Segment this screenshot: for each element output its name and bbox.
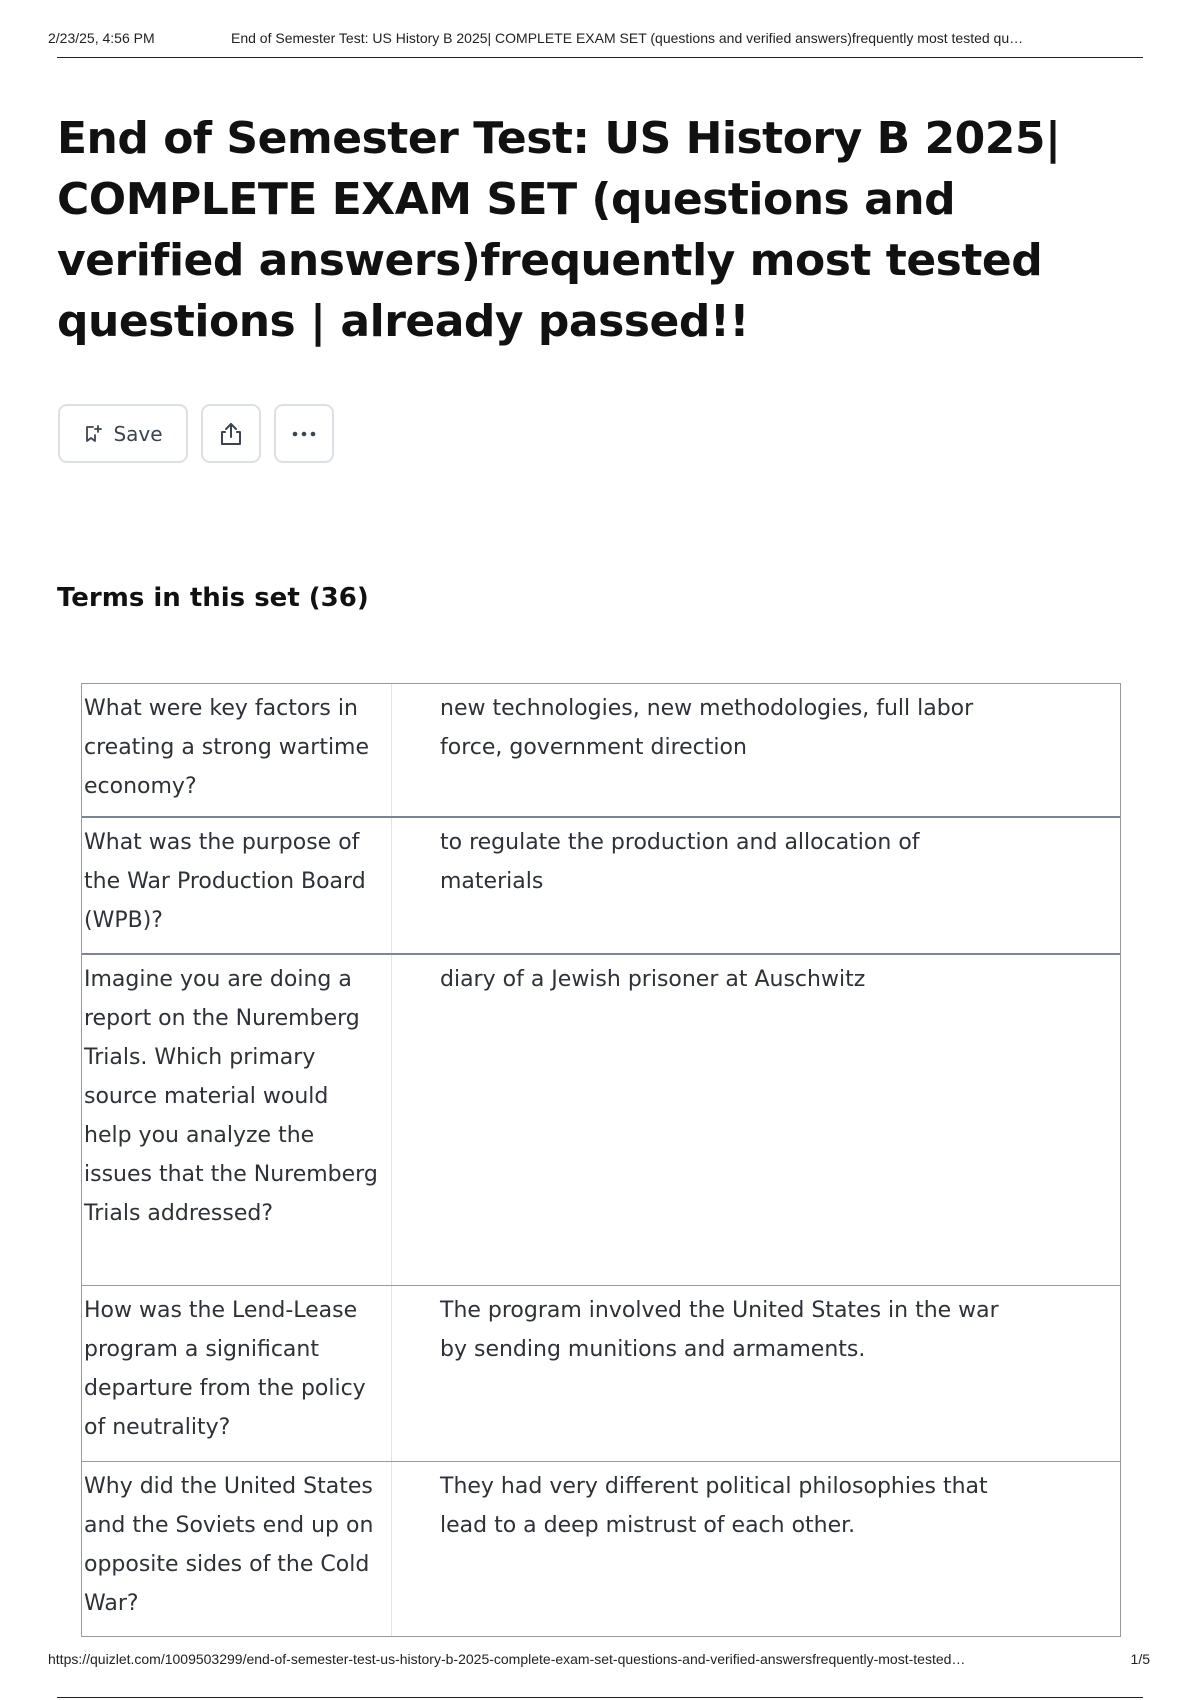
term-row <box>82 816 1120 953</box>
term-question: What was the purpose of the War Production Board (WPB)? <box>82 818 392 953</box>
bookmark-plus-icon <box>83 424 103 444</box>
print-doc-title: End of Semester Test: US History B 2025| COMPLETE EXAM SET (questions and verified answers)frequently most tested qu… <box>231 30 1024 46</box>
share-button[interactable] <box>201 404 261 463</box>
term-row <box>82 953 1120 1285</box>
term-question: Imagine you are doing a report on the Nuremberg Trials. Which primary source material would help you analyze the issues that the Nuremberg Trials addressed? <box>82 955 392 1285</box>
page-number: 1/5 <box>1130 1651 1150 1667</box>
page-title: End of Semester Test: US History B 2025| COMPLETE EXAM SET (questions and verified answers)frequently most tested questions | already passed!! <box>57 113 1061 347</box>
more-horizontal-icon <box>290 430 318 438</box>
print-header <box>48 30 1143 50</box>
term-row <box>82 1285 1120 1461</box>
term-answer: to regulate the production and allocation of materials <box>440 830 920 894</box>
print-footer <box>48 1651 1156 1671</box>
more-options-button[interactable] <box>274 404 334 463</box>
term-row <box>82 1461 1120 1636</box>
term-answer: new technologies, new methodologies, full labor force, government direction <box>440 696 974 760</box>
term-question: Why did the United States and the Soviets end up on opposite sides of the Cold War? <box>82 1462 392 1636</box>
share-icon <box>217 420 245 448</box>
page-url-link[interactable]: https://quizlet.com/1009503299/end-of-semester-test-us-history-b-2025-complete-exam-set-questions-and-verified-answersfrequently-most-tested… <box>48 1651 966 1667</box>
term-answer: The program involved the United States in the war by sending munitions and armaments. <box>440 1298 999 1362</box>
term-row <box>82 684 1120 816</box>
term-question: What were key factors in creating a strong wartime economy? <box>82 684 392 816</box>
term-question: How was the Lend-Lease program a significant departure from the policy of neutrality? <box>82 1286 392 1461</box>
print-date: 2/23/25, 4:56 PM <box>48 30 155 46</box>
save-button[interactable] <box>58 404 188 463</box>
action-bar <box>58 404 334 464</box>
terms-heading: Terms in this set (36) <box>57 583 369 613</box>
term-answer: They had very different political philosophies that lead to a deep mistrust of each other. <box>440 1474 988 1538</box>
footer-divider <box>57 1697 1143 1698</box>
terms-table <box>81 683 1121 1637</box>
term-answer: diary of a Jewish prisoner at Auschwitz <box>440 967 866 992</box>
header-divider <box>57 57 1143 58</box>
save-button-label: Save <box>113 421 163 446</box>
